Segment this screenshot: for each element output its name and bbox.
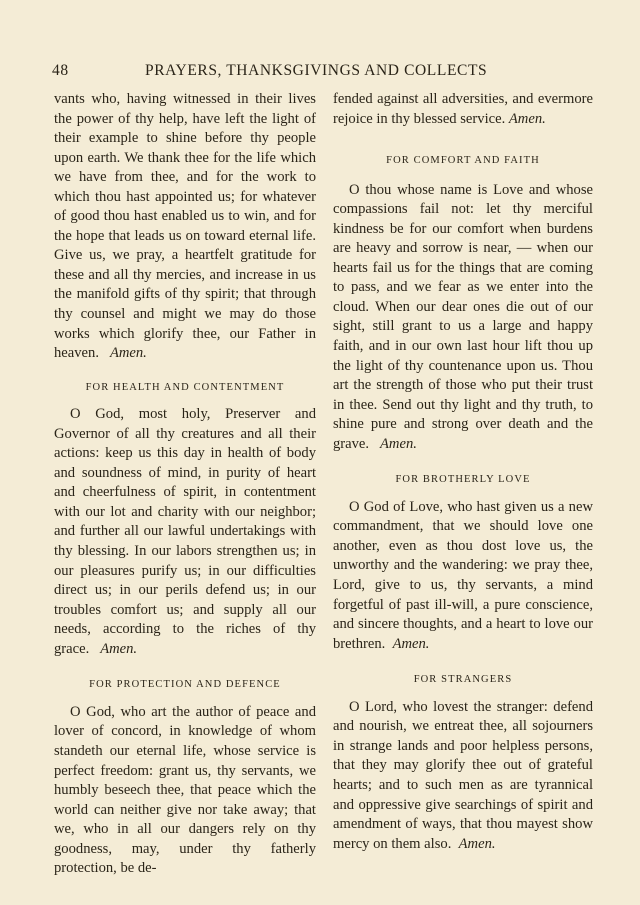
amen: Amen.	[109, 345, 147, 362]
amen: Amen.	[508, 110, 546, 127]
section-heading-protection: FOR PROTECTION AND DEFENCE	[89, 679, 281, 691]
left-continuation-text: vants who, having witnessed in their lives the power of thy help, have left the light of their example to shine before thy people upon earth. We thank thee for the life which we have from thee, and for the work to which thou hast appointed us; for whatever of good thou hast enabled us to win, and for the hope that leads us on toward eternal life. Give us, we pray, a heartfelt gratitude for these and all thy mercies, and increase in us the manifold gifts of thy spirit; that through thy counsel and might we may do those works which glorify thee, our Father in heaven.	[54, 91, 316, 362]
section-heading-brotherly-love: FOR BROTHERLY LOVE	[395, 474, 531, 486]
prayer-text: O God, who art the author of peace and lover of concord, in knowledge of whom standeth our eternal life, whose service is perfect freedom: grant us, thy servants, we humbly beseech thee, that peace which the world can neither give nor take away; that we, who in all our dangers rely on thy goodness, may, under thy fatherly protection, be de-	[54, 703, 316, 877]
amen: Amen.	[100, 640, 138, 657]
prayer-text: O God of Love, who hast given us a new commandment, that we should love one another, even as thou dost love us, the unworthy and the wandering: we pray thee, Lord, give to us, thy servants, a mind forgetful of past ill-will, a pure conscience, and sincere thoughts, and a heart to love our brethren.	[333, 498, 593, 652]
section-heading-strangers: FOR STRANGERS	[413, 674, 513, 686]
left-column	[54, 90, 316, 879]
prayer-text: O Lord, who lovest the stranger: defend and nourish, we entreat thee, all sojourners in strange lands and poor helpless persons, that they may glorify thee out of grateful hearts; and to such men as are tyrannical and oppressive give searchings of spirit and amendment of ways, that thou mayest show mercy on them also.	[333, 698, 593, 852]
amen: Amen.	[458, 835, 496, 852]
prayer-text: O God, most holy, Preserver and Governor of all thy creatures and all their actions: keep us this day in health of body and soundness of mind, in purity of heart and cheerfulness of spirit, in contentment with our lot and charity with our neighbor; and further all our lawful undertakings with thy blessing. In our labors strengthen us; in our pleasures purify us; in our difficulties direct us; in our perils defend us; in our troubles comfort us; and supply all our needs, according to the riches of thy grace.	[54, 406, 316, 657]
amen: Amen.	[380, 435, 417, 452]
right-column	[333, 90, 593, 854]
section-heading-health: FOR HEALTH AND CONTENTMENT	[85, 381, 285, 393]
prayer-health-contentment	[54, 405, 316, 659]
left-continuation-paragraph	[54, 90, 316, 364]
prayer-comfort-faith	[333, 181, 593, 455]
prayer-protection-defence	[54, 703, 316, 879]
running-title: PRAYERS, THANKSGIVINGS AND COLLECTS	[145, 62, 488, 79]
right-continuation-paragraph	[333, 90, 593, 129]
right-continuation-text: fended against all adversities, and evermore rejoice in thy blessed service.	[333, 91, 593, 127]
section-heading-comfort: FOR COMFORT AND FAITH	[386, 155, 540, 167]
amen: Amen.	[392, 635, 430, 652]
prayer-strangers	[333, 698, 593, 854]
prayer-brotherly-love	[333, 498, 593, 654]
prayer-text: O thou whose name is Love and whose compassions fail not: let thy merciful kindness be for our comfort when burdens are heavy and sorrow is near, — when our hearts fail us for the things that are coming to pass, and we fear as we enter into the cloud. When our dear ones die out of our sight, still grant to us a large and happy faith, and in our own last hour lift thou up the light of thy countenance upon us. Thou art the strength of those who put their trust in thee. Send out thy light and thy truth, to shine pure and strong over death and the grave.	[333, 181, 593, 452]
running-head	[52, 62, 604, 82]
page-number: 48	[52, 62, 69, 79]
